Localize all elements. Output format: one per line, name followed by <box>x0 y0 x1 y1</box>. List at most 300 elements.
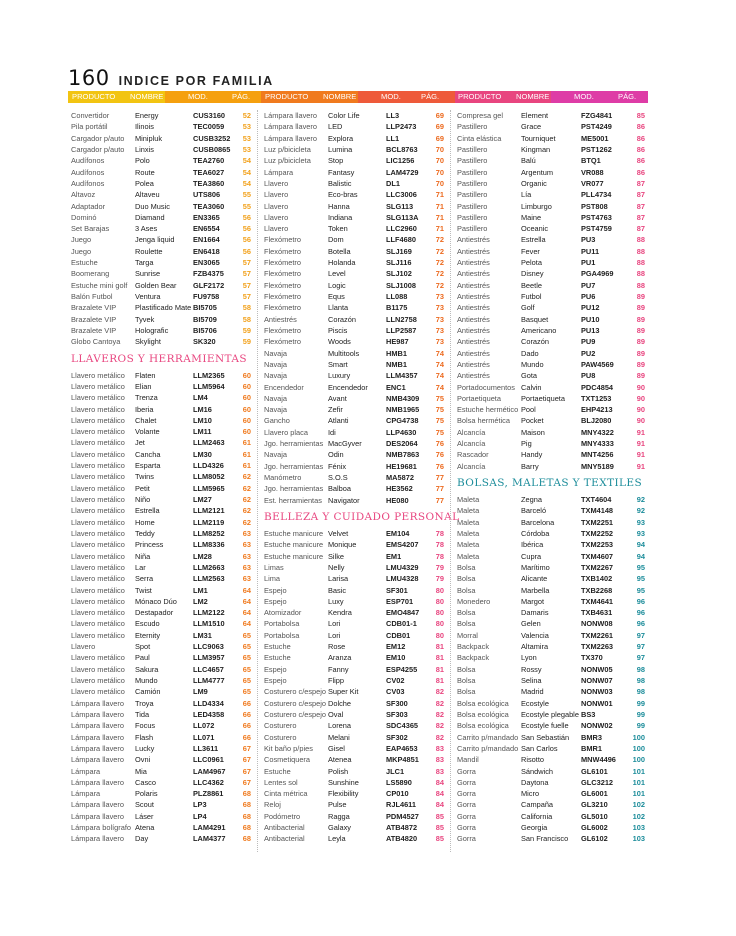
index-row <box>457 698 645 709</box>
name-cell: Golf <box>521 303 535 313</box>
page-cell: 86 <box>636 122 645 132</box>
name-cell: Piscis <box>328 325 348 335</box>
model-cell: TXB4631 <box>581 608 613 618</box>
model-cell: CUSB3252 <box>193 133 231 143</box>
name-cell: Day <box>135 834 149 844</box>
index-row <box>264 607 459 618</box>
index-row <box>71 698 251 709</box>
page-cell: 102 <box>632 800 645 810</box>
model-cell: PDC4854 <box>581 382 614 392</box>
name-cell: Zefir <box>328 405 343 415</box>
page-cell: 57 <box>242 292 251 301</box>
index-row <box>457 652 645 663</box>
index-row <box>264 472 459 483</box>
product-cell: Llavero metálico <box>71 630 125 640</box>
name-cell: Argentum <box>521 167 554 177</box>
name-cell: Barry <box>521 461 539 471</box>
model-cell: CDB01 <box>386 630 411 640</box>
product-cell: Antibacterial <box>264 834 305 844</box>
page-cell: 67 <box>242 766 251 776</box>
name-cell: Oval <box>328 709 344 719</box>
product-cell: Jgo. herramientas <box>264 484 324 494</box>
model-cell: TXM2267 <box>581 562 614 572</box>
page-cell: 88 <box>636 258 645 268</box>
model-cell: MKP4851 <box>386 755 419 765</box>
index-row <box>264 234 459 245</box>
index-row <box>264 495 459 506</box>
product-cell: Costurero c/espejo <box>264 698 327 708</box>
product-cell: Maleta <box>457 495 480 504</box>
product-cell: Antiestrés <box>457 371 490 381</box>
model-cell: DL1 <box>386 178 400 188</box>
product-cell: Llavero metálico <box>71 483 125 493</box>
product-cell: Antiestrés <box>457 269 490 279</box>
model-cell: SF300 <box>386 698 408 708</box>
page-cell: 96 <box>636 596 645 606</box>
model-cell: LM9 <box>193 687 208 697</box>
index-row <box>71 607 251 618</box>
index-row <box>264 664 459 675</box>
index-row <box>264 415 459 426</box>
index-row <box>71 743 251 754</box>
product-cell: Gorra <box>457 777 476 787</box>
page-cell: 82 <box>435 709 444 719</box>
name-cell: Rossy <box>521 664 542 674</box>
index-row <box>71 189 251 200</box>
product-cell: Llavero metálico <box>71 393 125 403</box>
page-cell: 63 <box>242 540 251 550</box>
product-cell: Morral <box>457 630 478 640</box>
model-cell: UTS806 <box>193 190 221 200</box>
product-cell: Flexómetro <box>264 303 301 313</box>
product-cell: Flexómetro <box>264 337 301 347</box>
model-cell: TXM2251 <box>581 517 614 527</box>
index-row <box>71 426 251 437</box>
index-row <box>457 234 645 245</box>
index-row <box>264 110 459 121</box>
index-row <box>264 155 459 166</box>
name-cell: Lori <box>328 619 341 629</box>
product-cell: Lámpara llavero <box>71 811 124 821</box>
name-cell: Ovni <box>135 755 151 765</box>
product-cell: Llavero metálico <box>71 461 125 471</box>
model-cell: NONW01 <box>581 698 613 708</box>
model-cell: PST1262 <box>581 144 612 154</box>
product-cell: Llavero metálico <box>71 619 125 629</box>
index-row <box>457 370 645 381</box>
name-cell: San Francisco <box>521 834 569 844</box>
name-cell: Niña <box>135 551 151 561</box>
index-row <box>71 404 251 415</box>
index-row <box>457 449 645 460</box>
index-row <box>71 212 251 223</box>
page-cell: 65 <box>242 676 251 685</box>
index-row <box>71 415 251 426</box>
index-row <box>71 686 251 697</box>
page-cell: 99 <box>636 721 645 731</box>
index-row <box>71 811 251 822</box>
product-cell: Antiestrés <box>457 292 490 301</box>
name-cell: Equs <box>328 292 345 301</box>
name-cell: Melani <box>328 732 350 742</box>
name-cell: Pelota <box>521 258 542 268</box>
index-row <box>457 155 645 166</box>
name-cell: Disney <box>521 269 544 279</box>
header-label: NOMBRE <box>130 92 164 101</box>
page-cell: 56 <box>242 246 251 256</box>
model-cell: LLC9063 <box>193 642 224 652</box>
name-cell: Encendedor <box>328 382 368 392</box>
page-cell: 70 <box>435 167 444 177</box>
model-cell: CUS3160 <box>193 111 226 120</box>
page-cell: 88 <box>636 235 645 245</box>
model-cell: LLM2122 <box>193 608 225 618</box>
model-cell: PST4763 <box>581 212 612 222</box>
product-cell: Llavero metálico <box>71 449 125 459</box>
product-cell: Llavero metálico <box>71 528 125 538</box>
name-cell: Basquet <box>521 314 549 324</box>
model-cell: LLD4334 <box>193 698 224 708</box>
page-cell: 103 <box>632 834 645 844</box>
page-cell: 76 <box>435 450 444 460</box>
header-label: PRODUCTO <box>72 92 116 101</box>
model-cell: BI5709 <box>193 314 217 324</box>
page-cell: 100 <box>632 732 645 742</box>
name-cell: Lorena <box>328 721 352 731</box>
page-cell: 86 <box>636 144 645 154</box>
index-row <box>71 483 251 494</box>
model-cell: PU8 <box>581 371 596 381</box>
model-cell: PU9 <box>581 337 596 347</box>
model-cell: PDM4527 <box>386 811 419 821</box>
model-cell: LM2 <box>193 596 208 606</box>
product-cell: Navaja <box>264 348 288 358</box>
page-cell: 95 <box>636 574 645 584</box>
name-cell: Ventura <box>135 292 161 301</box>
name-cell: Volante <box>135 427 160 437</box>
index-row <box>71 652 251 663</box>
model-cell: HMB1 <box>386 348 407 358</box>
product-cell: Espejo <box>264 664 287 674</box>
column-divider <box>257 110 258 852</box>
index-row <box>264 178 459 189</box>
model-cell: LLC4657 <box>193 664 224 674</box>
page-cell: 60 <box>242 393 251 403</box>
product-cell: Lámpara llavero <box>264 122 317 132</box>
index-row <box>71 833 251 844</box>
index-row <box>457 291 645 302</box>
name-cell: Avant <box>328 393 347 403</box>
name-cell: Energy <box>135 111 159 120</box>
model-cell: TEA2760 <box>193 156 225 166</box>
page-cell: 65 <box>242 664 251 674</box>
name-cell: Flexibility <box>328 789 359 799</box>
name-cell: Lía <box>521 190 532 200</box>
page-cell: 91 <box>636 450 645 460</box>
product-cell: Navaja <box>264 359 288 369</box>
product-cell: Lámpara llavero <box>264 133 317 143</box>
name-cell: Elian <box>135 381 152 391</box>
index-row <box>71 675 251 686</box>
model-cell: EMO4847 <box>386 608 420 618</box>
model-cell: DES2064 <box>386 439 418 449</box>
name-cell: Teddy <box>135 528 155 538</box>
name-cell: Córdoba <box>521 528 550 538</box>
index-row <box>264 144 459 155</box>
header-label: MOD. <box>574 92 594 101</box>
product-cell: Pila portátil <box>71 122 108 132</box>
product-cell: Llavero metálico <box>71 427 125 437</box>
page-cell: 85 <box>435 811 444 821</box>
index-row <box>457 732 645 743</box>
name-cell: Marbella <box>521 585 550 595</box>
page-cell: 101 <box>632 789 645 799</box>
model-cell: BS3 <box>581 709 596 719</box>
name-cell: Atlanti <box>328 416 349 426</box>
name-cell: MacGyver <box>328 439 362 449</box>
product-cell: Espejo <box>264 585 287 595</box>
page-cell: 80 <box>435 630 444 640</box>
product-cell: Pastillero <box>457 224 488 234</box>
page-cell: 87 <box>636 201 645 211</box>
name-cell: Jenga liquid <box>135 235 175 245</box>
product-cell: Atomizador <box>264 608 302 618</box>
product-cell: Estuche <box>264 653 291 663</box>
name-cell: Twins <box>135 472 154 482</box>
index-row <box>71 314 251 325</box>
name-cell: Selina <box>521 676 542 685</box>
index-row <box>71 234 251 245</box>
name-cell: Element <box>521 111 549 120</box>
model-cell: TXM2252 <box>581 528 614 538</box>
index-row <box>71 460 251 471</box>
index-row <box>264 539 459 550</box>
index-row <box>457 551 645 562</box>
index-row <box>457 494 645 505</box>
model-cell: HE19681 <box>386 461 417 471</box>
index-row <box>71 336 251 347</box>
name-cell: Basic <box>328 585 347 595</box>
name-cell: Navigator <box>328 495 360 505</box>
model-cell: ATB4872 <box>386 823 418 833</box>
index-row <box>457 144 645 155</box>
product-cell: Portabolsa <box>264 630 300 640</box>
name-cell: Altamira <box>521 642 549 652</box>
index-row <box>264 314 459 325</box>
index-row <box>71 664 251 675</box>
model-cell: GL6002 <box>581 823 608 833</box>
product-cell: Llavero metálico <box>71 381 125 391</box>
name-cell: LED <box>328 122 343 132</box>
model-cell: TX370 <box>581 653 603 663</box>
model-cell: LP3 <box>193 800 207 810</box>
name-cell: Kendra <box>328 608 352 618</box>
name-cell: Damaris <box>521 608 549 618</box>
index-row <box>457 517 645 528</box>
page-cell: 60 <box>242 370 251 380</box>
model-cell: ESP4255 <box>386 664 418 674</box>
name-cell: Hanna <box>328 201 350 211</box>
page-cell: 62 <box>242 517 251 527</box>
model-cell: SDC4365 <box>386 721 419 731</box>
model-cell: LLC2960 <box>386 224 417 234</box>
page-cell: 82 <box>435 732 444 742</box>
index-row <box>71 618 251 629</box>
page-cell: 71 <box>435 224 444 234</box>
page-cell: 71 <box>435 190 444 200</box>
index-row <box>71 539 251 550</box>
name-cell: Risotto <box>521 755 545 765</box>
name-cell: Ragga <box>328 811 350 821</box>
product-cell: Audífonos <box>71 167 105 177</box>
page-title: INDICE POR FAMILIA <box>118 74 274 88</box>
index-row <box>71 268 251 279</box>
product-cell: Costurero c/espejo <box>264 709 327 719</box>
page-cell: 80 <box>435 619 444 629</box>
product-cell: Flexómetro <box>264 246 301 256</box>
header-label: NOMBRE <box>323 92 357 101</box>
name-cell: Destapador <box>135 608 174 618</box>
index-row <box>264 811 459 822</box>
product-cell: Gorra <box>457 811 476 821</box>
page-cell: 64 <box>242 596 251 606</box>
page-cell: 58 <box>242 314 251 324</box>
index-row <box>457 505 645 516</box>
name-cell: Cupra <box>521 551 542 561</box>
index-row <box>457 212 645 223</box>
index-row <box>264 788 459 799</box>
model-cell: ESP701 <box>386 596 414 606</box>
page-cell: 74 <box>435 382 444 392</box>
page-cell: 80 <box>435 596 444 606</box>
name-cell: Silke <box>328 551 345 561</box>
name-cell: Nelly <box>328 562 345 572</box>
model-cell: PST4759 <box>581 224 612 234</box>
model-cell: FU9758 <box>193 292 220 301</box>
header-label: MOD. <box>188 92 208 101</box>
index-row <box>71 709 251 720</box>
model-cell: EMS4207 <box>386 540 419 550</box>
model-cell: PU10 <box>581 314 600 324</box>
model-cell: TEC0059 <box>193 122 225 132</box>
model-cell: BI5705 <box>193 303 217 313</box>
product-cell: Monedero <box>457 596 491 606</box>
product-cell: Est. herramientas <box>264 495 322 505</box>
model-cell: PU11 <box>581 246 600 256</box>
name-cell: Marítimo <box>521 562 550 572</box>
page-cell: 64 <box>242 608 251 618</box>
name-cell: Home <box>135 517 155 527</box>
product-cell: Altavoz <box>71 190 96 200</box>
product-cell: Llavero <box>264 212 289 222</box>
page-cell: 73 <box>435 292 444 301</box>
model-cell: LLM4357 <box>386 371 418 381</box>
model-cell: SF301 <box>386 585 408 595</box>
product-cell: Backpack <box>457 642 490 652</box>
product-cell: Adaptador <box>71 201 106 211</box>
name-cell: Corazón <box>521 337 549 347</box>
product-cell: Lámpara llavero <box>71 732 124 742</box>
index-row <box>457 799 645 810</box>
product-cell: Llavero metálico <box>71 687 125 697</box>
page-cell: 87 <box>636 224 645 234</box>
header-label: PRODUCTO <box>458 92 502 101</box>
product-cell: Llavero <box>264 224 289 234</box>
index-row <box>264 212 459 223</box>
page-cell: 89 <box>636 371 645 381</box>
name-cell: Dom <box>328 235 344 245</box>
product-cell: Antibacterial <box>264 823 305 833</box>
product-cell: Lámpara llavero <box>71 777 124 787</box>
index-row <box>457 302 645 313</box>
product-cell: Llavero metálico <box>71 585 125 595</box>
page-cell: 60 <box>242 415 251 425</box>
model-cell: BCL8763 <box>386 144 418 154</box>
name-cell: Maine <box>521 212 542 222</box>
name-cell: Fantasy <box>328 167 355 177</box>
index-row <box>71 732 251 743</box>
product-cell: Dominó <box>71 212 97 222</box>
index-row <box>264 483 459 494</box>
product-cell: Brazalete VIP <box>71 303 117 313</box>
model-cell: LLM8252 <box>193 528 225 538</box>
page-cell: 93 <box>636 517 645 527</box>
product-cell: Flexómetro <box>264 269 301 279</box>
product-cell: Lámpara <box>71 789 101 799</box>
product-cell: Gancho <box>264 416 290 426</box>
model-cell: CUSB0865 <box>193 144 231 154</box>
product-cell: Lima <box>264 574 281 584</box>
index-row <box>71 449 251 460</box>
model-cell: TEA3060 <box>193 201 225 211</box>
page-cell: 60 <box>242 381 251 391</box>
model-cell: LLP2587 <box>386 325 417 335</box>
index-row <box>457 562 645 573</box>
name-cell: Estrella <box>521 235 546 245</box>
product-cell: Alcancía <box>457 439 486 449</box>
model-cell: NMB7863 <box>386 450 420 460</box>
model-cell: MNW4496 <box>581 755 616 765</box>
page-cell: 81 <box>435 653 444 663</box>
page-cell: 82 <box>435 698 444 708</box>
model-cell: CDB01-1 <box>386 619 417 629</box>
name-cell: San Sebastián <box>521 732 570 742</box>
page-cell: 73 <box>435 303 444 313</box>
name-cell: Tyvek <box>135 314 155 324</box>
page-cell: 81 <box>435 676 444 685</box>
index-row <box>457 382 645 393</box>
page-cell: 100 <box>632 755 645 765</box>
model-cell: SF302 <box>386 732 408 742</box>
page-cell: 57 <box>242 269 251 279</box>
page-cell: 100 <box>632 743 645 753</box>
product-cell: Lámpara <box>264 167 294 177</box>
product-cell: Balón Futbol <box>71 292 113 301</box>
name-cell: Margot <box>521 596 545 606</box>
index-row <box>264 438 459 449</box>
index-row <box>71 641 251 652</box>
index-row <box>71 822 251 833</box>
index-row <box>264 720 459 731</box>
page-cell: 95 <box>636 585 645 595</box>
index-row <box>457 348 645 359</box>
page-cell: 88 <box>636 280 645 290</box>
model-cell: EM10 <box>386 653 406 663</box>
model-cell: TXM2263 <box>581 642 614 652</box>
model-cell: CP010 <box>386 789 409 799</box>
page-number: 160 <box>68 66 110 90</box>
name-cell: Camión <box>135 687 161 697</box>
